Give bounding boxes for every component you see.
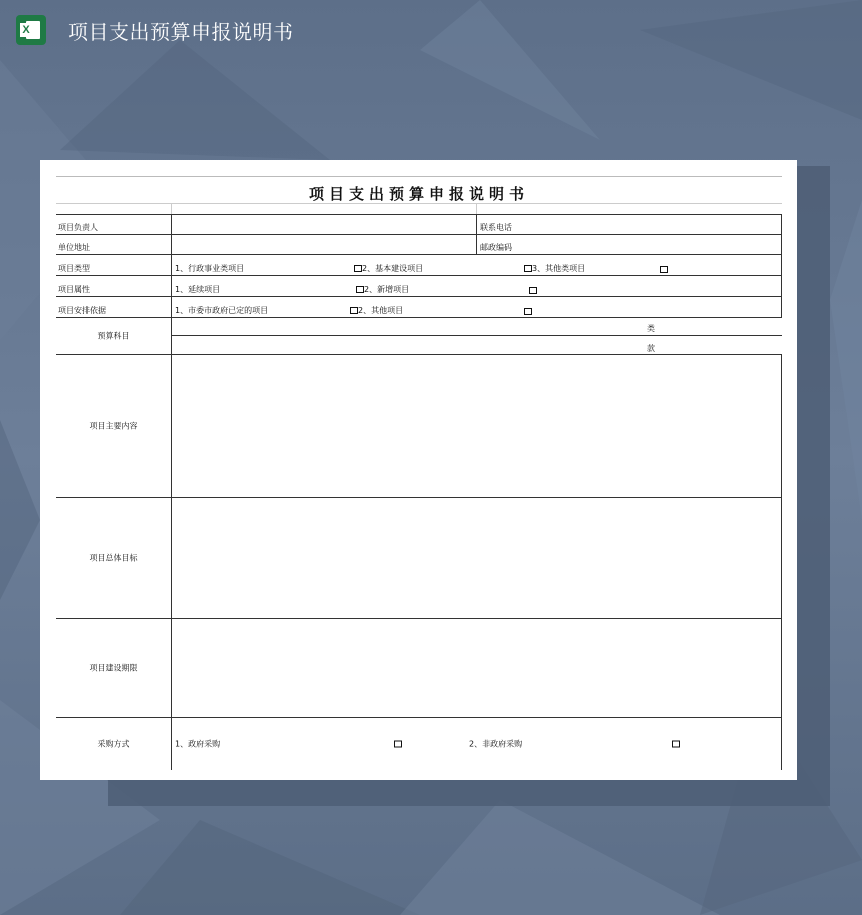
subject-class: 类 [647,324,655,333]
postcode-cell [476,235,782,254]
address-label: 单位地址 [58,243,90,252]
basis-options-cell [171,297,782,317]
subject-cell [171,318,782,354]
basis-option-2-checkbox[interactable] [524,307,532,316]
phone-label: 联系电话 [480,223,512,232]
basis-row [56,297,782,318]
checkbox-icon[interactable] [350,307,358,314]
form-title-row [56,176,782,204]
basis-label: 项目安排依据 [58,306,106,315]
budget-form-table [56,176,782,770]
period-value-cell[interactable] [171,619,782,717]
type-row [56,255,782,276]
attr-options-cell [171,276,782,296]
content-value-cell[interactable] [171,355,782,497]
address-row [56,235,782,255]
address-value-cell[interactable] [171,235,477,254]
type-option-3: 3、其他类项目 [524,263,585,274]
purchase-option-1-checkbox[interactable] [394,740,402,749]
type-option-2: 2、基本建设项目 [354,263,423,274]
purchase-options-cell [171,718,782,770]
goal-value-cell[interactable] [171,498,782,618]
attr-option-1: 1、延续项目 [175,285,221,294]
goal-label: 项目总体目标 [89,553,138,563]
subject-section: 款 [647,344,655,353]
checkbox-icon[interactable] [354,265,362,272]
type-label: 项目类型 [58,264,90,273]
owner-row [56,215,782,235]
purchase-row [56,718,782,770]
owner-label: 项目负责人 [58,223,98,232]
checkbox-icon[interactable] [394,741,402,748]
excel-icon: X [16,15,46,45]
subject-label: 预算科目 [97,331,130,341]
checkbox-icon[interactable] [524,265,532,272]
content-label: 项目主要内容 [89,421,138,431]
checkbox-icon[interactable] [672,741,680,748]
checkbox-icon[interactable] [529,287,537,294]
attr-option-2: 2、新增项目 [356,284,409,295]
purchase-label: 采购方式 [97,739,130,749]
type-options-cell [171,255,782,275]
postcode-label: 邮政编码 [480,243,512,252]
goal-row [56,498,782,619]
purchase-option-2: 2、非政府采购 [469,739,523,749]
owner-value-cell[interactable] [171,215,477,234]
period-label: 项目建设期限 [89,663,138,673]
checkbox-icon[interactable] [356,286,364,293]
period-row [56,619,782,718]
checkbox-icon[interactable] [660,266,668,273]
content-row [56,355,782,498]
attr-label: 项目属性 [58,285,90,294]
subject-row [56,318,782,355]
phone-cell [476,215,782,234]
app-title-bar [16,14,294,46]
attr-row [56,276,782,297]
spacer-row [56,204,782,215]
type-option-1: 1、行政事业类项目 [175,264,245,273]
checkbox-icon[interactable] [524,308,532,315]
attr-option-2-checkbox[interactable] [529,286,537,295]
type-option-3-checkbox[interactable] [660,265,668,274]
basis-option-2: 2、其他项目 [350,305,403,316]
basis-option-1: 1、市委市政府已定的项目 [175,306,269,315]
purchase-option-1: 1、政府采购 [175,739,221,749]
spreadsheet-page [40,160,797,780]
app-title: 项目支出预算申报说明书 [68,19,294,44]
purchase-option-2-checkbox[interactable] [672,740,680,749]
form-title: 项目支出预算申报说明书 [308,185,529,203]
